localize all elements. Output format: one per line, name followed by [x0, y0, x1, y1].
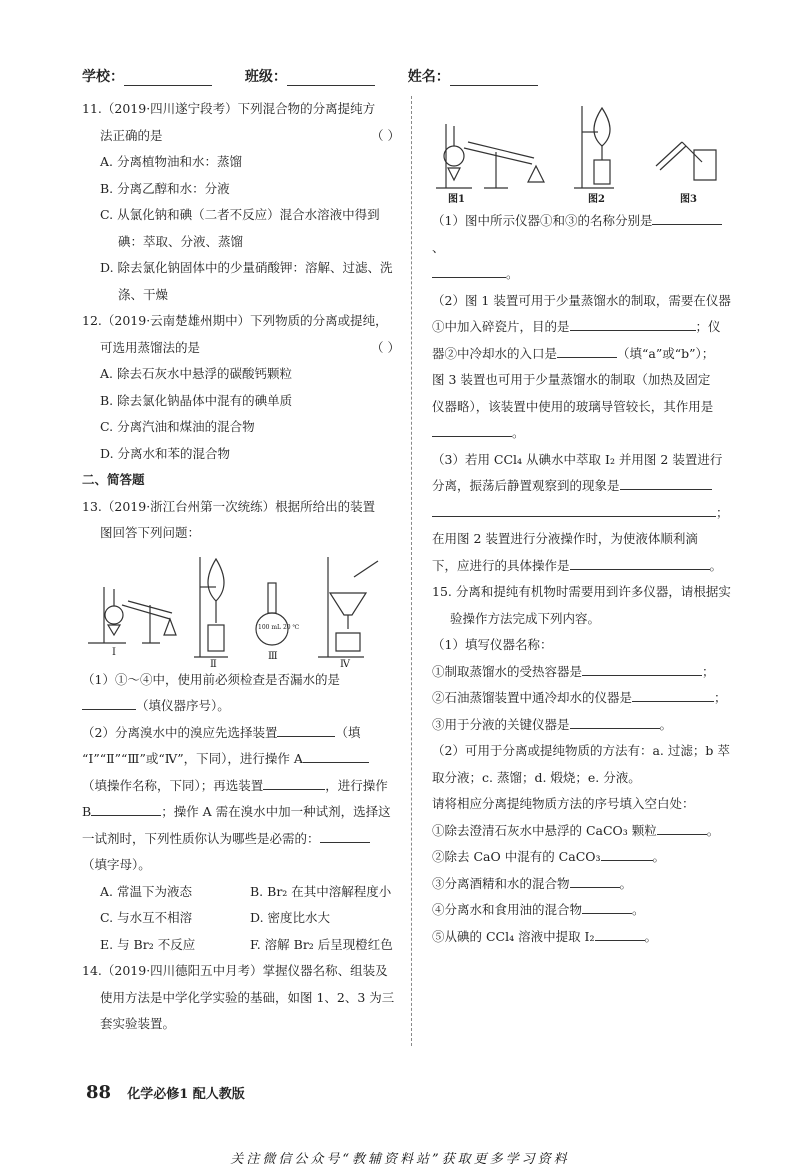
q13-apparatus-figure [82, 547, 400, 667]
q12-answer-paren[interactable]: （ ） [371, 339, 400, 355]
q13-options-ab [82, 879, 400, 906]
name-blank[interactable] [450, 71, 538, 86]
flask-marking: 100 mL 20 ℃ [258, 623, 300, 631]
right-column [432, 96, 732, 950]
q12-option-a: A. 除去石灰水中悬浮的碳酸钙颗粒 [100, 366, 292, 381]
q13-blank-2[interactable] [277, 724, 335, 737]
q14-blank-4[interactable] [557, 345, 617, 358]
q13-option-f: F. 溶解 Br₂ 后呈现橙红色 [250, 936, 393, 952]
q14-part2-c: 器②中冷却水的入口是 （填“a”或“b”）； [432, 345, 715, 361]
q15-blank-4[interactable] [657, 822, 707, 835]
q13-option-b: B. Br₂ 在其中溶解程度小 [250, 883, 392, 899]
q15-blank-3[interactable] [570, 716, 660, 729]
q13-part2-f: （填字母）。 [82, 857, 151, 872]
q15-method-3: ③分离酒精和水的混合物 。 [432, 875, 633, 891]
q14-part3-b: 分离，振荡后静置观察到的现象是 [432, 473, 732, 500]
q15-stem-2: 验操作方法完成下列内容。 [450, 610, 601, 626]
q13-fig-label-1: Ⅰ [112, 646, 116, 658]
class-blank[interactable] [287, 71, 375, 86]
q13-part1-b: （填仪器序号）。 [82, 693, 400, 720]
q12-option-b: B. 除去氯化钠晶体中混有的碘单质 [100, 392, 293, 408]
q13-blank-5[interactable] [91, 803, 161, 816]
q13-part2-e: 一试剂时，下列性质你认为哪些是必需的： [82, 826, 400, 853]
page-number: 88 [86, 1082, 112, 1103]
q11-stem-2: 法正确的是 （ ） [82, 123, 400, 150]
q14-part2-d: 图 3 装置也可用于少量蒸馏水的制取（加热及固定 [432, 372, 711, 387]
q15-sub-2-c: 请将相应分离提纯物质方法的序号填入空白处： [432, 796, 695, 811]
q13-fig-label-3: Ⅲ [268, 650, 278, 662]
q15-item-1: ①制取蒸馏水的受热容器是 ； [432, 663, 715, 679]
q15-stem-1: 15. 分离和提纯有机物时需要用到许多仪器，请根据实 [432, 584, 731, 599]
question-11 [82, 96, 400, 308]
q13-part1-a: （1）①～④中，使用前必须检查是否漏水的是 [82, 671, 340, 687]
school-field [82, 66, 212, 86]
class-label: 班级： [244, 69, 287, 85]
q15-blank-8[interactable] [595, 928, 645, 941]
question-13 [82, 494, 400, 959]
question-12 [82, 308, 400, 467]
question-14-parts [432, 208, 732, 579]
q13-option-d: D. 密度比水大 [250, 910, 331, 925]
student-info-header [82, 66, 742, 86]
q14-part3-e: 下，应进行的具体操作是 。 [432, 557, 723, 573]
q15-blank-6[interactable] [570, 875, 620, 888]
q15-item-3: ③用于分液的关键仪器是 。 [432, 716, 673, 732]
q13-stem-1: 13.（2019·浙江台州第一次统练）根据所给出的装置 [82, 498, 376, 514]
q15-sub-2-a: （2）可用于分离或提纯物质的方法有：a. 过滤；b 萃 [432, 743, 730, 758]
q13-option-c: C. 与水互不相溶 [100, 910, 193, 925]
section-heading: 二、简答题 [82, 472, 145, 487]
q14-blank-3[interactable] [570, 318, 696, 331]
q12-stem-2: 可选用蒸馏法的是 （ ） [82, 335, 400, 362]
class-field [245, 66, 375, 86]
q11-option-c-1: C. 从氯化钠和碘（二者不反应）混合水溶液中得到 [100, 207, 380, 222]
q15-method-5: ⑤从碘的 CCl₄ 溶液中提取 I₂ 。 [432, 928, 658, 944]
q14-part1-b: 。 [432, 261, 732, 288]
q14-fig-label-1: 图1 [448, 194, 465, 205]
q12-option-d: D. 分离水和苯的混合物 [100, 445, 231, 461]
q14-part1-a: （1）图中所示仪器①和③的名称分别是、 [432, 208, 732, 261]
q14-part3-c: ； [432, 500, 732, 527]
q11-option-b: B. 分离乙醇和水：分液 [100, 180, 230, 196]
q12-stem-1: 12.（2019·云南楚雄州期中）下列物质的分离或提纯， [82, 313, 388, 328]
q14-blank-7[interactable] [432, 504, 716, 517]
q13-blank-4[interactable] [263, 777, 325, 790]
q13-options-ef [82, 932, 400, 959]
q13-option-a: A. 常温下为液态 [100, 883, 192, 899]
q13-blank-3[interactable] [303, 750, 369, 763]
q14-fig-label-3: 图3 [680, 194, 697, 205]
q14-part3-a: （3）若用 CCl₄ 从碘水中萃取 I₂ 并用图 2 装置进行 [432, 451, 723, 467]
q13-part2-c: （填操作名称，下同）；再选装置 ，进行操作 [82, 777, 388, 793]
q14-apparatus-drawing [432, 96, 732, 208]
q13-blank-1[interactable] [82, 697, 136, 710]
q15-sub-1: （1）填写仪器名称： [432, 637, 553, 652]
q14-part2-a: （2）图 1 装置可用于少量蒸馏水的制取，需要在仪器 [432, 292, 731, 308]
q14-stem-1: 14.（2019·四川德阳五中月考）掌握仪器名称、组装及 [82, 963, 388, 978]
q13-options-cd [82, 905, 400, 932]
q13-part2-d: B ；操作 A 需在溴水中加一种试剂，选择这 [82, 804, 391, 819]
q15-blank-7[interactable] [582, 901, 632, 914]
q15-method-1: ①除去澄清石灰水中悬浮的 CaCO₃ 颗粒 。 [432, 822, 720, 838]
q14-blank-8[interactable] [570, 557, 710, 570]
q15-blank-5[interactable] [601, 848, 653, 861]
school-label: 学校： [82, 69, 124, 85]
q13-fig-label-4: Ⅳ [340, 658, 350, 667]
page-footer [86, 1082, 245, 1103]
name-field [408, 66, 538, 86]
q14-fig-label-2: 图2 [588, 194, 605, 205]
q11-stem-1: 11.（2019·四川遂宁段考）下列混合物的分离提纯方 [82, 101, 376, 116]
q15-method-4: ④分离水和食用油的混合物 。 [432, 902, 645, 917]
left-column [82, 96, 400, 1038]
q11-answer-paren[interactable]: （ ） [371, 127, 400, 143]
q14-blank-5[interactable] [432, 424, 512, 437]
q13-option-e: E. 与 Br₂ 不反应 [100, 936, 196, 952]
q11-option-a: A. 分离植物油和水：蒸馏 [100, 154, 242, 169]
q14-blank-1[interactable] [652, 212, 722, 225]
q11-option-d-1: D. 除去氯化钠固体中的少量硝酸钾：溶解、过滤、洗 [100, 260, 393, 275]
q14-part2-e: 仪器略），该装置中使用的玻璃导管较长，其作用是 [432, 398, 714, 414]
q15-method-2: ②除去 CaO 中混有的 CaCO₃ 。 [432, 849, 666, 864]
q11-option-c-2: 碘：萃取、分液、蒸馏 [118, 233, 244, 249]
q15-item-2: ②石油蒸馏装置中通冷却水的仪器是 ； [432, 690, 727, 705]
q13-fig-label-2: Ⅱ [210, 658, 217, 667]
school-blank[interactable] [124, 71, 212, 86]
q15-sub-2-b: 取分液；c. 蒸馏；d. 煅烧；e. 分液。 [432, 769, 641, 785]
q13-part2-a: （2）分离溴水中的溴应先选择装置 （填 [82, 724, 361, 740]
q14-part3-d: 在用图 2 装置进行分液操作时，为使液体顺利滴 [432, 531, 698, 546]
q13-blank-6[interactable] [320, 830, 370, 843]
book-title: 化学必修1 配人教版 [127, 1087, 245, 1102]
q13-stem-2: 图回答下列问题： [100, 525, 201, 540]
q14-stem-3: 套实验装置。 [100, 1016, 176, 1031]
column-divider [411, 96, 412, 1046]
q14-blank-6[interactable] [620, 477, 712, 490]
promo-note: 关注微信公众号“教辅资料站”获取更多学习资料 [230, 1152, 570, 1167]
q14-apparatus-figure [432, 96, 732, 208]
q14-part2-b: ①中加入碎瓷片，目的是 ；仪 [432, 319, 721, 334]
name-label: 姓名： [407, 69, 450, 85]
q15-blank-1[interactable] [582, 663, 702, 676]
q13-apparatus-drawing [82, 547, 400, 667]
q14-blank-2[interactable] [432, 265, 506, 278]
question-14 [82, 958, 400, 1038]
q11-option-d-2: 涤、干燥 [118, 286, 169, 302]
question-15 [432, 579, 732, 950]
q15-blank-2[interactable] [632, 689, 714, 702]
q14-part2-f: 。 [432, 420, 732, 447]
q13-part2-b: “Ⅰ”“Ⅱ”“Ⅲ”或“Ⅳ”，下同），进行操作 A [82, 746, 400, 773]
q12-option-c: C. 分离汽油和煤油的混合物 [100, 419, 255, 434]
q14-stem-2: 使用方法是中学化学实验的基础，如图 1、2、3 为三 [100, 989, 395, 1005]
